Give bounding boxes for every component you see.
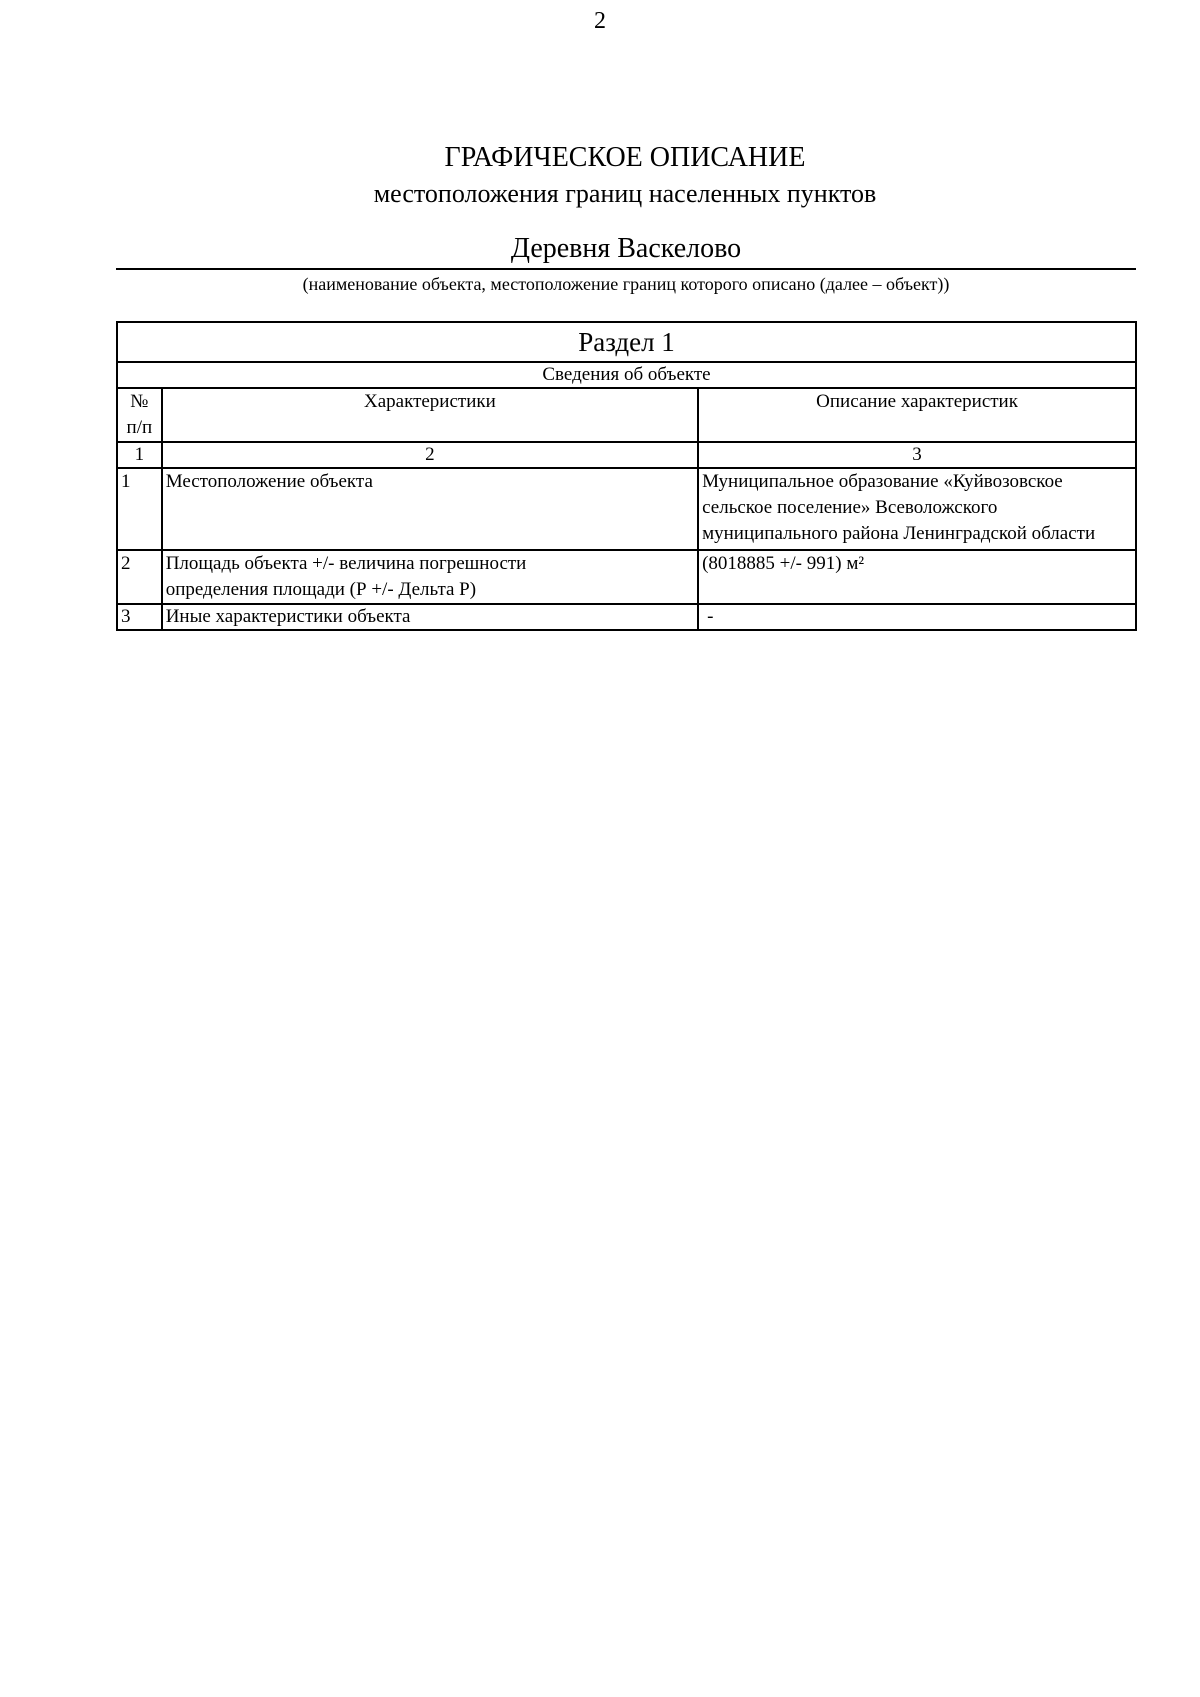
document-subtitle: местоположения границ населенных пунктов [373,179,877,208]
row-description: Муниципальное образование «Куйвозовское сельское поселение» Всеволожского муниципального района Ленинградской области [698,468,1136,550]
section-table [116,321,1137,631]
row-description: (8018885 +/- 991) м² [698,550,1136,604]
column-number: 3 [698,442,1136,468]
document-title: ГРАФИЧЕСКОЕ ОПИСАНИЕ [444,142,806,173]
table-header-row [117,388,1136,442]
column-number: 1 [117,442,162,468]
header-num: № п/п [117,388,162,442]
table-row [117,550,1136,604]
row-characteristic: Иные характеристики объекта [162,604,698,630]
title-block [0,140,1200,212]
row-number: 1 [117,468,162,550]
object-name-block [116,232,1136,296]
row-number: 3 [117,604,162,630]
page-number: 2 [594,8,606,34]
table-row [117,604,1136,630]
row-number: 2 [117,550,162,604]
section-subtitle: Сведения об объекте [117,362,1136,388]
object-name: Деревня Васкелово [116,232,1136,270]
header-characteristics: Характеристики [162,388,698,442]
section-title: Раздел 1 [117,322,1136,362]
row-description: - [698,604,1136,630]
table-row [117,468,1136,550]
row-characteristic: Площадь объекта +/- величина погрешности определения площади (Р +/- Дельта Р) [162,550,698,604]
column-number: 2 [162,442,698,468]
row-characteristic: Местоположение объекта [162,468,698,550]
header-description: Описание характеристик [698,388,1136,442]
column-number-row [117,442,1136,468]
object-name-caption: (наименование объекта, местоположение границ которого описано (далее – объект)) [302,274,950,294]
